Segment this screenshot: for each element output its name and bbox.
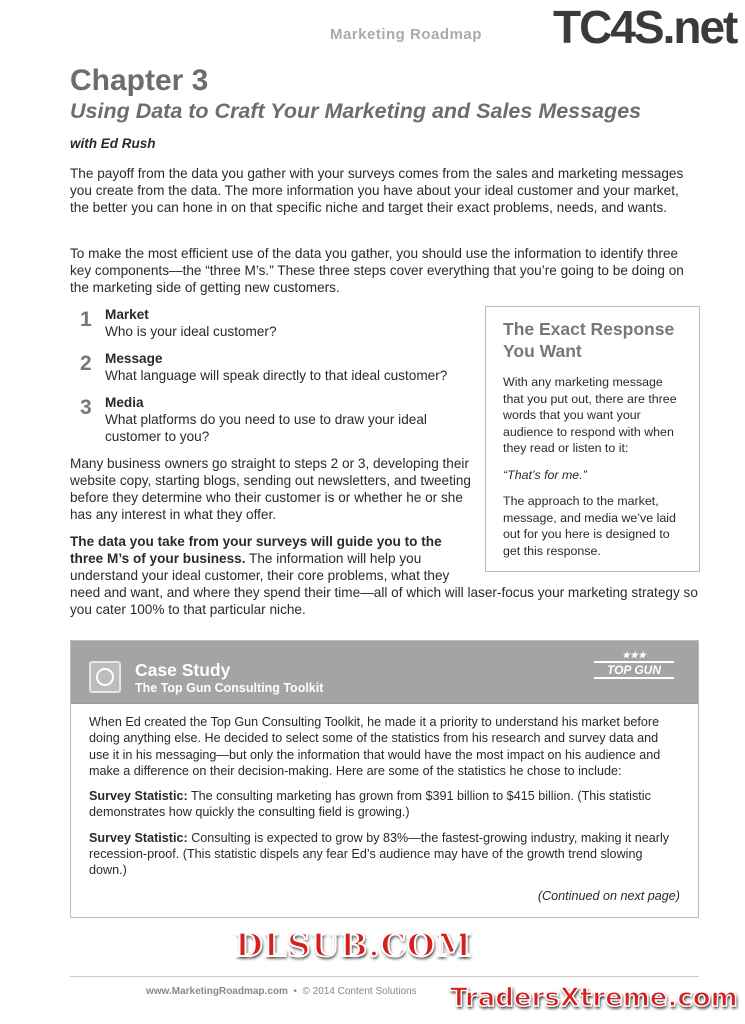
case-study-label: Case Study [135, 660, 231, 680]
paragraph-1: The payoff from the data you gather with your surveys comes from the sales and marketing messages you create from the data. The more information you have about your ideal customer and your market, the better you can hone in on that specific niche and target their exact problems, needs, and wants. [70, 166, 684, 215]
sidebar-text-2: The approach to the market, message, and media we’ve laid out for you here is designed to get this response. [503, 494, 676, 558]
watermark-dlsub: DLSUB.COM [235, 926, 473, 964]
step-number: 1 [80, 308, 92, 331]
stat-label: Survey Statistic: [89, 789, 188, 804]
case-study-subtitle: The Top Gun Consulting Toolkit [135, 681, 324, 695]
stat-text: The consulting marketing has grown from $391 billion to $415 billion. (This statistic demonstrates how quickly the consulting field is growing.) [89, 789, 651, 820]
running-header: Marketing Roadmap [330, 26, 482, 43]
case-study-intro: When Ed created the Top Gun Consulting Toolkit, he made it a priority to understand his market before doing anything else. He decided to select some of the statistics from his research and survey data and use it in his messaging—but only the information that would have the most impact on his audience and make a difference on their decision-making. Here are some of the statistics he chose to include: [89, 715, 661, 778]
watermark-tradersxtreme: TradersXtreme.com [450, 983, 738, 1013]
logo-text: TOP GUN [594, 661, 674, 679]
case-study-body [71, 704, 698, 904]
step-number: 2 [80, 352, 92, 375]
paragraph-3: Many business owners go straight to steps 2 or 3, developing their website copy, starting blogs, sending out newsletters, and tweeting before they determine who their customer is or whether he or she has any interest in what they offer. [70, 456, 471, 522]
step-text: Who is your ideal customer? [105, 324, 277, 339]
author-line: with Ed Rush [70, 136, 156, 151]
case-study-header [71, 641, 698, 704]
chapter-number: Chapter 3 [70, 64, 209, 97]
step-title: Media [105, 395, 144, 410]
paragraph-4-rest: The information will help you understand your ideal customer, their core problems, what they need and want, and where they spend their time—all of which will laser-focus your marketing strategy so you cater 100% to that particular niche. [70, 551, 698, 617]
step-title: Market [105, 307, 149, 322]
magnifier-folder-icon [89, 661, 121, 693]
step-market [80, 306, 471, 340]
footer-site: www.MarketingRoadmap.com [146, 986, 288, 997]
stars-icon: ★★★ [621, 650, 647, 660]
stat-text: Consulting is expected to grow by 83%—the fastest-growing industry, making it nearly recession-proof. (This statistic dispels any fear Ed’s audience may have of the growth trend slowing down.) [89, 830, 670, 878]
sidebar-text-1: With any marketing message that you put out, there are three words that you want your audience to respond with when they read or listen to it: [503, 375, 677, 455]
survey-stat [89, 830, 680, 879]
sidebar-title: The Exact Response You Want [503, 319, 675, 361]
step-message [80, 350, 471, 384]
chapter-title: Using Data to Craft Your Marketing and Sales Messages [70, 99, 642, 123]
paragraph-2: To make the most efficient use of the data you gather, you should use the information to identify three key components—the “three M’s.” These three steps cover everything that you’re going to be doing on the marketing side of getting new customers. [70, 246, 684, 295]
main-flow [70, 306, 700, 628]
step-title: Message [105, 351, 163, 366]
sidebar-quote: “That’s for me.” [503, 467, 587, 482]
stat-label: Survey Statistic: [89, 830, 188, 845]
step-number: 3 [80, 396, 92, 419]
step-media [80, 394, 471, 445]
survey-stat [89, 788, 680, 821]
footer: www.MarketingRoadmap.com • © 2014 Content Solutions [146, 986, 417, 997]
case-study-box [70, 640, 699, 918]
step-text: What platforms do you need to use to draw your ideal customer to you? [105, 412, 427, 444]
sidebar-box [485, 306, 700, 572]
top-gun-logo [584, 649, 684, 696]
continued-note: (Continued on next page) [537, 888, 680, 903]
footer-copyright: © 2014 Content Solutions [302, 986, 417, 997]
watermark-tc4s: TC4S.net [553, 1, 737, 53]
paragraph-4-bold: The data you take from your surveys will guide you to the three M’s of your business. [70, 534, 442, 566]
footer-divider [70, 976, 699, 977]
step-text: What language will speak directly to that ideal customer? [105, 368, 448, 383]
